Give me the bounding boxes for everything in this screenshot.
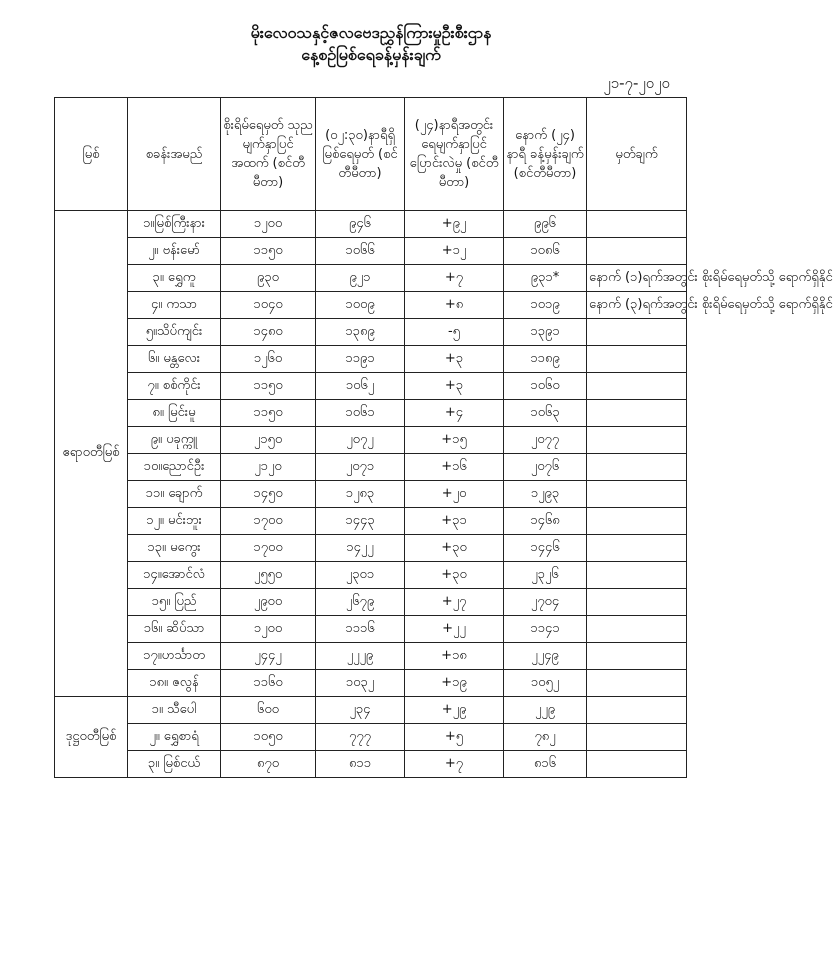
station-name-cell: ၂။ ဗန်းမော်	[128, 238, 221, 265]
danger-level-cell: ၁၁၅၀	[221, 373, 316, 400]
remark-cell	[587, 373, 687, 400]
table-row	[55, 373, 687, 400]
remark-cell	[587, 400, 687, 427]
forecast-cell: ၇၈၂	[504, 724, 587, 751]
station-name-cell: ၉။ ပခုက္ကူ	[128, 427, 221, 454]
remark-cell	[587, 427, 687, 454]
forecast-cell: ၁၀၅၂	[504, 670, 587, 697]
station-name-cell: ၁၃။ မကွေး	[128, 535, 221, 562]
change-cell: +၃၀	[405, 535, 504, 562]
remark-cell	[587, 724, 687, 751]
page-subtitle: နေ့စဉ်မြစ်ရေခန့်မှန်းချက်	[301, 45, 441, 64]
col-forecast: နောက် (၂၄) နာရီ ခန့်မှန်းချက် (စင်တီမီတာ)	[504, 98, 587, 211]
current-level-cell: ၂၆၇၉	[316, 589, 405, 616]
change-cell: +၃၁	[405, 508, 504, 535]
forecast-cell: ၈၁၆	[504, 751, 587, 778]
table-row	[55, 535, 687, 562]
station-name-cell: ၆။ မန္တလေး	[128, 346, 221, 373]
forecast-cell: ၂၇၀၄	[504, 589, 587, 616]
remark-cell	[587, 589, 687, 616]
station-name-cell: ၁၀။ညောင်ဦး	[128, 454, 221, 481]
remark-cell	[587, 238, 687, 265]
danger-level-cell: ၁၀၄၀	[221, 292, 316, 319]
col-change: (၂၄)နာရီအတွင်း ရေမျက်နှာပြင် ပြောင်းလဲမှု (စင်တီမီတာ)	[405, 98, 504, 211]
table-row	[55, 589, 687, 616]
page-title: မိုးလေဝသနှင့်ဇလဗေဒညွှန်ကြားမှုဦးစီးဌာန	[250, 23, 492, 42]
remark-cell	[587, 319, 687, 346]
change-cell: +၄	[405, 400, 504, 427]
danger-level-cell: ၈၇၀	[221, 751, 316, 778]
forecast-cell: ၁၄၆၈	[504, 508, 587, 535]
station-name-cell: ၂။ ရွှေစာရံ	[128, 724, 221, 751]
forecast-cell: ၂၂၉	[504, 697, 587, 724]
table-row	[55, 211, 687, 238]
change-cell: +၂၇	[405, 589, 504, 616]
station-name-cell: ၃။ ရွှေကူ	[128, 265, 221, 292]
remark-cell	[587, 508, 687, 535]
station-name-cell: ၁၈။ ဇလွန်	[128, 670, 221, 697]
current-level-cell: ၁၁၁၆	[316, 616, 405, 643]
current-level-cell: ၁၀၃၂	[316, 670, 405, 697]
forecast-cell: ၁၁၄၁	[504, 616, 587, 643]
forecast-table	[54, 97, 833, 778]
forecast-cell: ၁၃၉၁	[504, 319, 587, 346]
table-row	[55, 562, 687, 589]
remark-cell	[587, 670, 687, 697]
forecast-cell: ၂၂၄၉	[504, 643, 587, 670]
danger-level-cell: ၁၂၆၀	[221, 346, 316, 373]
col-current-level: (၀၂:၃၀)နာရီရှိ မြစ်ရေမှတ် (စင်တီမီတာ)	[316, 98, 405, 211]
danger-level-cell: ၂၅၅၀	[221, 562, 316, 589]
danger-level-cell: ၉၃၀	[221, 265, 316, 292]
remark-cell	[587, 751, 687, 778]
col-danger-level: စိုးရိမ်ရေမှတ် သုညမျက်နှာပြင် အထက် (စင်တီမီတာ)	[221, 98, 316, 211]
report-date: ၂၁-၇-၂၀၂၀	[603, 74, 670, 92]
header-row	[55, 98, 687, 211]
forecast-cell: ၉၉၆	[504, 211, 587, 238]
table-body	[55, 211, 833, 778]
forecast-cell: ၁၁၈၉	[504, 346, 587, 373]
table-row	[55, 265, 687, 292]
current-level-cell: ၁၄၄၃	[316, 508, 405, 535]
forecast-cell: ၁၄၄၆	[504, 535, 587, 562]
danger-level-cell: ၁၇၀၀	[221, 535, 316, 562]
remark-cell	[587, 454, 687, 481]
table-row	[55, 751, 687, 778]
remark-cell: နောက် (၃)ရက်အတွင်း စိုးရိမ်ရေမှတ်သို့ ရောက်ရှိနိုင်	[587, 292, 687, 319]
col-river: မြစ်	[55, 98, 128, 211]
forecast-cell: ၂၃၂၆	[504, 562, 587, 589]
table-row	[55, 697, 687, 724]
change-cell: +၇	[405, 265, 504, 292]
table-row	[55, 670, 687, 697]
current-level-cell: ၁၀၆၂	[316, 373, 405, 400]
station-name-cell: ၈။ မြင်းမူ	[128, 400, 221, 427]
current-level-cell: ၁၁၉၁	[316, 346, 405, 373]
current-level-cell: ၁၄၂၂	[316, 535, 405, 562]
forecast-cell: ၁၀၈၆	[504, 238, 587, 265]
station-name-cell: ၁။မြစ်ကြီးနား	[128, 211, 221, 238]
change-cell: +၁၅	[405, 427, 504, 454]
forecast-cell: ၁၀၁၉	[504, 292, 587, 319]
danger-level-cell: ၂၁၂၀	[221, 454, 316, 481]
forecast-cell: ၂၀၇၆	[504, 454, 587, 481]
current-level-cell: ၁၀၆၁	[316, 400, 405, 427]
station-name-cell: ၃။ မြစ်ငယ်	[128, 751, 221, 778]
danger-level-cell: ၂၉၀၀	[221, 589, 316, 616]
forecast-cell: ၁၂၉၃	[504, 481, 587, 508]
current-level-cell: ၁၀၆၆	[316, 238, 405, 265]
station-name-cell: ၁၇။ဟင်္သာတ	[128, 643, 221, 670]
danger-level-cell: ၁၀၅၀	[221, 724, 316, 751]
remark-cell: နောက် (၁)ရက်အတွင်း စိုးရိမ်ရေမှတ်သို့ ရောက်ရှိနိုင်	[587, 265, 687, 292]
table-row	[55, 427, 687, 454]
col-remarks: မှတ်ချက်	[587, 98, 687, 211]
danger-level-cell: ၁၁၆၀	[221, 670, 316, 697]
station-name-cell: ၅။သိပ်ကျင်း	[128, 319, 221, 346]
col-station: စခန်းအမည်	[128, 98, 221, 211]
forecast-cell: ၂၀၇၇	[504, 427, 587, 454]
change-cell: +၁၈	[405, 643, 504, 670]
station-name-cell: ၁၆။ ဆိပ်သာ	[128, 616, 221, 643]
table-row	[55, 481, 687, 508]
change-cell: +၃၀	[405, 562, 504, 589]
change-cell: +၇	[405, 751, 504, 778]
current-level-cell: ၇၇၇	[316, 724, 405, 751]
forecast-cell: ၁၀၆၀	[504, 373, 587, 400]
danger-level-cell: ၁၁၅၀	[221, 238, 316, 265]
current-level-cell: ၂၂၂၉	[316, 643, 405, 670]
current-level-cell: ၁၃၈၉	[316, 319, 405, 346]
danger-level-cell: ၁၂၀၀	[221, 211, 316, 238]
table-row	[55, 292, 687, 319]
danger-level-cell: ၁၁၅၀	[221, 400, 316, 427]
danger-level-cell: ၆၀၀	[221, 697, 316, 724]
danger-level-cell: ၂၄၄၂	[221, 643, 316, 670]
river-name-cell: ဧရာဝတီမြစ်	[55, 211, 128, 697]
remark-cell	[587, 346, 687, 373]
change-cell: +၉၂	[405, 211, 504, 238]
table-row	[55, 400, 687, 427]
station-name-cell: ၁၅။ ပြည်	[128, 589, 221, 616]
remark-cell	[587, 535, 687, 562]
change-cell: +၁၂	[405, 238, 504, 265]
current-level-cell: ၂၃၄	[316, 697, 405, 724]
current-level-cell: ၉၄၆	[316, 211, 405, 238]
change-cell: +၂၀	[405, 481, 504, 508]
table-row	[55, 454, 687, 481]
change-cell: +၁၉	[405, 670, 504, 697]
change-cell: +၂၂	[405, 616, 504, 643]
current-level-cell: ၂၀၇၂	[316, 427, 405, 454]
current-level-cell: ၉၂၁	[316, 265, 405, 292]
current-level-cell: ၈၁၁	[316, 751, 405, 778]
danger-level-cell: ၂၁၅၀	[221, 427, 316, 454]
station-name-cell: ၄။ ကသာ	[128, 292, 221, 319]
table-row	[55, 643, 687, 670]
table-row	[55, 238, 687, 265]
station-name-cell: ၇။ စစ်ကိုင်း	[128, 373, 221, 400]
remark-cell	[587, 643, 687, 670]
station-name-cell: ၁၁။ ချောက်	[128, 481, 221, 508]
table-row	[55, 616, 687, 643]
forecast-cell: ၁၀၆၃	[504, 400, 587, 427]
danger-level-cell: ၁၄၅၀	[221, 481, 316, 508]
remark-cell	[587, 616, 687, 643]
change-cell: +၁၆	[405, 454, 504, 481]
change-cell: +၅	[405, 724, 504, 751]
current-level-cell: ၂၃၀၁	[316, 562, 405, 589]
danger-level-cell: ၁၇၀၀	[221, 508, 316, 535]
current-level-cell: ၁၀၀၉	[316, 292, 405, 319]
remark-cell	[587, 562, 687, 589]
danger-level-cell: ၁၂၀၀	[221, 616, 316, 643]
table-row	[55, 508, 687, 535]
remark-cell	[587, 211, 687, 238]
change-cell: +၃	[405, 373, 504, 400]
danger-level-cell: ၁၄၈၀	[221, 319, 316, 346]
station-name-cell: ၁၄။အောင်လံ	[128, 562, 221, 589]
remark-cell	[587, 697, 687, 724]
table-row	[55, 346, 687, 373]
river-name-cell: ဒုဋ္ဌဝတီမြစ်	[55, 697, 128, 778]
change-cell: +၃	[405, 346, 504, 373]
table-row	[55, 319, 687, 346]
forecast-cell: ၉၃၁*	[504, 265, 587, 292]
remark-cell	[587, 481, 687, 508]
station-name-cell: ၁၂။ မင်းဘူး	[128, 508, 221, 535]
change-cell: -၅	[405, 319, 504, 346]
table-row	[55, 724, 687, 751]
change-cell: +၂၉	[405, 697, 504, 724]
station-name-cell: ၁။ သီပေါ	[128, 697, 221, 724]
current-level-cell: ၂၀၇၁	[316, 454, 405, 481]
current-level-cell: ၁၂၈၃	[316, 481, 405, 508]
change-cell: +၈	[405, 292, 504, 319]
